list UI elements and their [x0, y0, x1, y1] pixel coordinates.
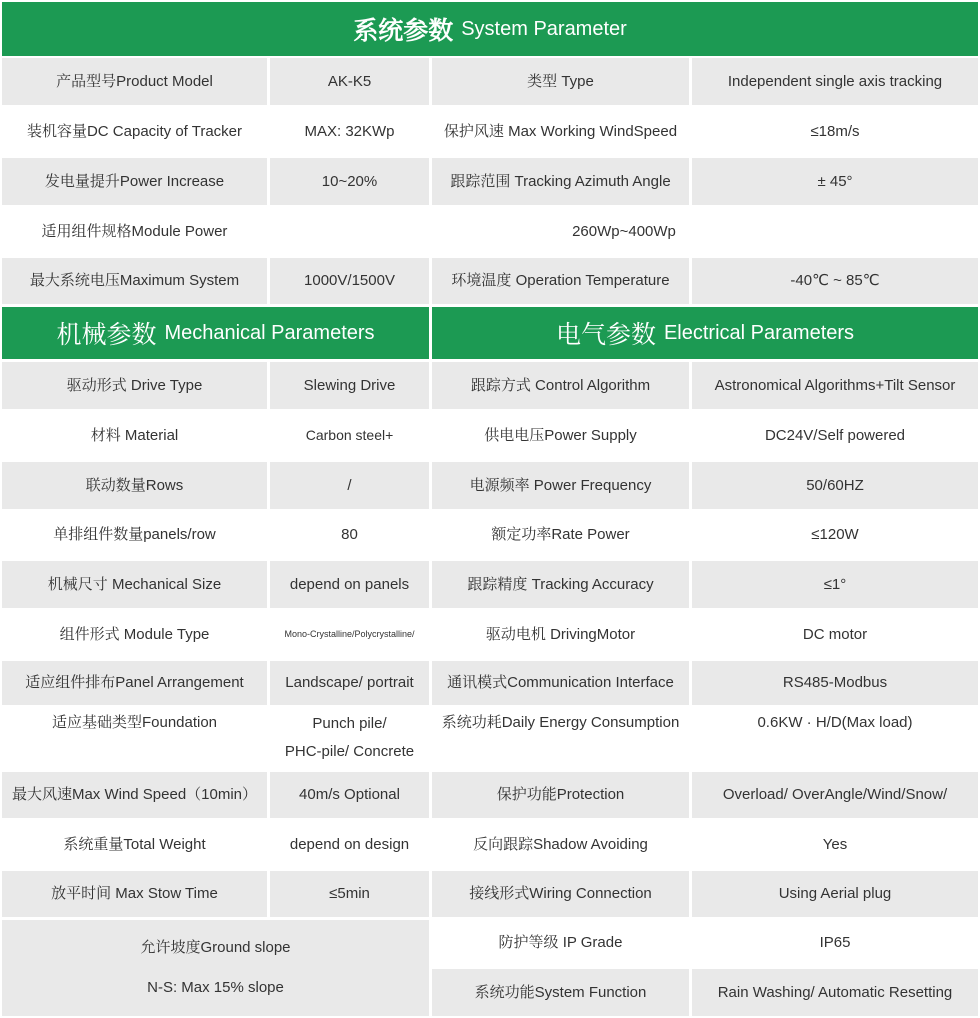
electrical-label: 系统功能System Function — [432, 969, 689, 1016]
mechanical-value-multiline — [270, 705, 429, 771]
mechanical-label: 单排组件数量panels/row — [53, 526, 216, 544]
system-value: -40℃ ~ 85℃ — [692, 258, 978, 304]
electrical-value: DC motor — [802, 625, 868, 643]
electrical-label: 跟踪方式 Control Algorithm — [432, 362, 689, 409]
electrical-header-cn: 电气参数 — [555, 321, 656, 349]
mechanical-label: 适应基础类型Foundation — [51, 714, 218, 731]
electrical-value: RS485-Modbus — [692, 661, 978, 705]
electrical-value: 0.6KW · H/D(Max load) — [757, 714, 913, 731]
mechanical-parameters-header — [2, 307, 429, 359]
mechanical-value: depend on panels — [270, 561, 429, 608]
electrical-label: 接线形式Wiring Connection — [432, 871, 689, 917]
system-label: 最大系统电压Maximum System — [2, 258, 267, 304]
electrical-label: 跟踪精度 Tracking Accuracy — [432, 561, 689, 608]
mechanical-label: 组件形式 Module Type — [59, 625, 210, 643]
mechanical-value: Landscape/ portrait — [270, 661, 429, 705]
mechanical-label: 放平时间 Max Stow Time — [2, 871, 267, 917]
electrical-value: IP65 — [819, 934, 851, 952]
system-value: MAX: 32KWp — [304, 122, 395, 140]
system-parameter-header — [2, 2, 978, 56]
mechanical-label: 驱动形式 Drive Type — [2, 362, 267, 409]
electrical-label: 供电电压Power Supply — [484, 426, 637, 444]
mechanical-value: 80 — [341, 526, 358, 544]
mechanical-label: 联动数量Rows — [2, 462, 267, 509]
electrical-label: 反向跟踪Shadow Avoiding — [473, 835, 648, 853]
system-value: AK-K5 — [270, 58, 429, 105]
electrical-value: Astronomical Algorithms+Tilt Sensor — [692, 362, 978, 409]
electrical-value: ≤120W — [811, 526, 859, 544]
ground-slope-cell — [2, 920, 429, 1016]
mechanical-value: / — [270, 462, 429, 509]
mechanical-value: Slewing Drive — [270, 362, 429, 409]
system-header-en: System Parameter — [461, 17, 627, 40]
mechanical-label: 材料 Material — [90, 426, 179, 444]
electrical-value: Using Aerial plug — [692, 871, 978, 917]
electrical-value: 50/60HZ — [692, 462, 978, 509]
system-value: ± 45° — [692, 158, 978, 205]
electrical-parameters-header — [432, 307, 978, 359]
system-label: 跟踪范围 Tracking Azimuth Angle — [432, 158, 689, 205]
electrical-value: Yes — [822, 835, 848, 853]
foundation-value-line1: Punch pile/ — [312, 715, 387, 732]
system-value: 10~20% — [270, 158, 429, 205]
system-value: ≤18m/s — [810, 122, 860, 140]
system-label: 装机容量DC Capacity of Tracker — [26, 122, 243, 140]
mechanical-header-en: Mechanical Parameters — [164, 321, 375, 344]
electrical-label: 系统功耗Daily Energy Consumption — [441, 714, 680, 731]
mechanical-label: 系统重量Total Weight — [63, 835, 206, 853]
system-value: Independent single axis tracking — [692, 58, 978, 105]
system-label: 发电量提升Power Increase — [2, 158, 267, 205]
system-value: 1000V/1500V — [270, 258, 429, 304]
ground-slope-label: 允许坡度Ground slope — [140, 939, 291, 956]
electrical-label: 额定功率Rate Power — [491, 526, 630, 544]
mechanical-label: 最大风速Max Wind Speed（10min） — [2, 772, 267, 818]
system-label: 保护风速 Max Working WindSpeed — [443, 122, 678, 140]
electrical-label: 保护功能Protection — [432, 772, 689, 818]
electrical-header-en: Electrical Parameters — [663, 321, 855, 344]
system-value: 260Wp~400Wp — [572, 222, 676, 240]
mechanical-label: 机械尺寸 Mechanical Size — [2, 561, 267, 608]
ground-slope-value: N-S: Max 15% slope — [147, 979, 284, 996]
mechanical-value: Mono-Crystalline/Polycrystalline/ — [284, 628, 415, 639]
system-header-cn: 系统参数 — [353, 17, 454, 45]
mechanical-value: Carbon steel+ — [305, 427, 394, 444]
electrical-value: DC24V/Self powered — [764, 426, 906, 444]
electrical-value: Overload/ OverAngle/Wind/Snow/ — [692, 772, 978, 818]
system-label: 适用组件规格Module Power — [41, 222, 228, 240]
system-label: 类型 Type — [432, 58, 689, 105]
mechanical-value: depend on design — [289, 835, 410, 853]
foundation-value-line2: PHC-pile/ Concrete — [284, 743, 415, 760]
electrical-label: 通讯模式Communication Interface — [432, 661, 689, 705]
electrical-label: 驱动电机 DrivingMotor — [485, 625, 636, 643]
mechanical-label: 适应组件排布Panel Arrangement — [2, 661, 267, 705]
system-label: 产品型号Product Model — [2, 58, 267, 105]
system-label: 环境温度 Operation Temperature — [432, 258, 689, 304]
electrical-label: 电源频率 Power Frequency — [432, 462, 689, 509]
electrical-value: ≤1° — [692, 561, 978, 608]
mechanical-header-cn: 机械参数 — [56, 321, 157, 349]
mechanical-value: 40m/s Optional — [270, 772, 429, 818]
mechanical-value: ≤5min — [270, 871, 429, 917]
electrical-label: 防护等级 IP Grade — [498, 934, 623, 952]
electrical-value: Rain Washing/ Automatic Resetting — [692, 969, 978, 1016]
